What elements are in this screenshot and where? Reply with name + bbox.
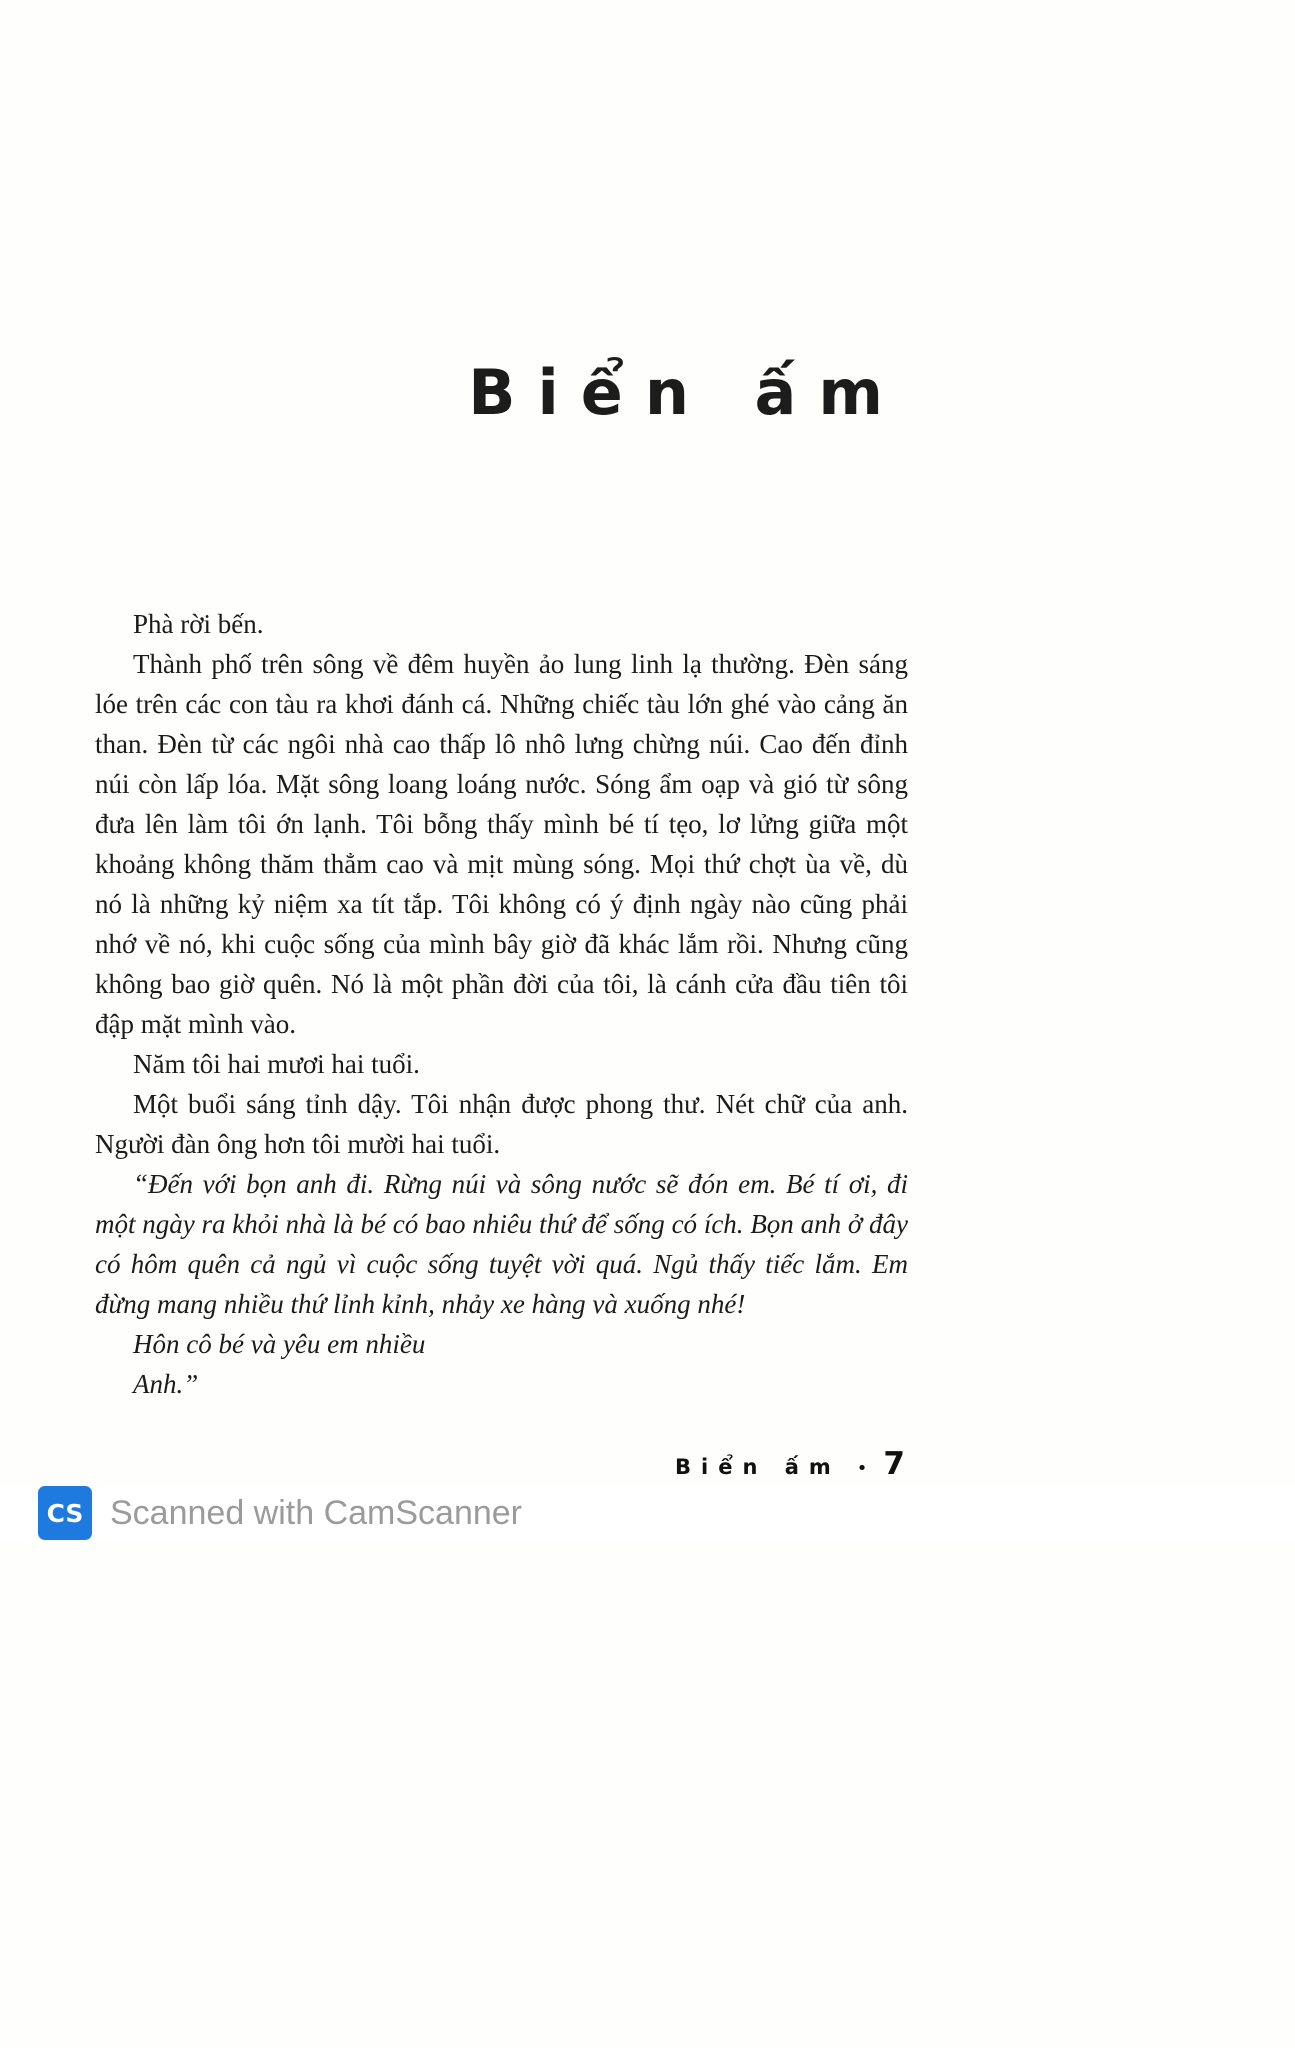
footer-chapter-label: Biển ấm [675, 1455, 841, 1479]
paragraph: Phà rời bến. [133, 609, 264, 639]
page-footer [675, 1446, 905, 1482]
camscanner-watermark-text: Scanned with CamScanner [110, 1493, 523, 1532]
body-text-block [95, 604, 908, 1404]
footer-page-number: 7 [883, 1446, 905, 1482]
paragraph: Một buổi sáng tỉnh dậy. Tôi nhận được phong thư. Nét chữ của anh. Người đàn ông hơn tôi mười hai tuổi. [95, 1089, 908, 1159]
camscanner-logo-icon: CS [38, 1486, 92, 1540]
paragraph: Năm tôi hai mươi hai tuổi. [133, 1049, 420, 1079]
chapter-title: Biển ấm [468, 356, 905, 429]
footer-bullet: • [856, 1458, 868, 1479]
paragraph: Thành phố trên sông về đêm huyền ảo lung linh lạ thường. Đèn sáng lóe trên các con tàu ra khơi đánh cá. Những chiếc tàu lớn ghé vào cảng ăn than. Đèn từ các ngôi nhà cao thấp lô nhô lưng chừng núi. Cao đến đỉnh núi còn lấp lóa. Mặt sông loang loáng nước. Sóng ẩm oạp và gió từ sông đưa lên làm tôi ớn lạnh. Tôi bỗng thấy mình bé tí tẹo, lơ lửng giữa một khoảng không thăm thẳm cao và mịt mùng sóng. Mọi thứ chợt ùa về, dù nó là những kỷ niệm xa tít tắp. Tôi không có ý định ngày nào cũng phải nhớ về nó, khi cuộc sống của mình bây giờ đã khác lắm rồi. Nhưng cũng không bao giờ quên. Nó là một phần đời của tôi, là cánh cửa đầu tiên tôi đập mặt mình vào. [95, 649, 908, 1039]
letter-paragraph: Hôn cô bé và yêu em nhiều [133, 1329, 426, 1359]
camscanner-watermark-bar [0, 1484, 1295, 1542]
letter-paragraph: “Đến với bọn anh đi. Rừng núi và sông nước sẽ đón em. Bé tí ơi, đi một ngày ra khỏi nhà là bé có bao nhiêu thứ để sống có ích. Bọn anh ở đây có hôm quên cả ngủ vì cuộc sống tuyệt vời quá. Ngủ thấy tiếc lắm. Em đừng mang nhiều thứ lỉnh kỉnh, nhảy xe hàng và xuống nhé! [95, 1169, 908, 1319]
letter-paragraph: Anh.” [133, 1369, 199, 1399]
